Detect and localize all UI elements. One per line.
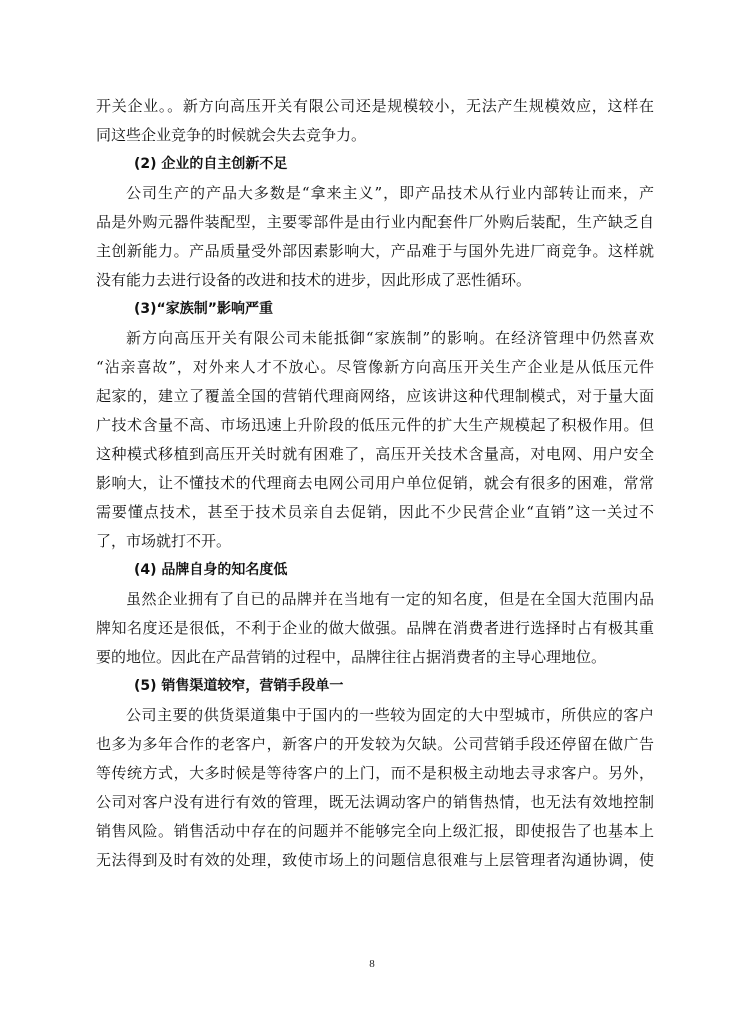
text-line: 要的地位。因此在产品营销的过程中，品牌往往占据消费者的主导心理地位。 — [96, 648, 607, 666]
text-line: 影响大，让不懂技术的代理商去电网公司用户单位促销，就会有很多的困难，常常 — [96, 474, 654, 492]
page-number: 8 — [369, 958, 375, 970]
paragraph — [96, 324, 654, 556]
text-line: 广技术含量不高、市场迅速上升阶段的低压元件的扩大生产规模起了积极作用。但 — [96, 416, 654, 434]
text-line: 也多为多年合作的老客户，新客户的开发较为欠缺。公司营销手段还停留在做广告 — [96, 735, 654, 753]
text-line: 等传统方式，大多时候是等待客户的上门，而不是积极主动地去寻求客户。另外， — [96, 764, 654, 782]
text-line: 公司生产的产品大多数是“拿来主义”，即产品技术从行业内部转让而来，产 — [126, 184, 654, 202]
text-line: 这种模式移植到高压开关时就有困难了，高压开关技术含量高，对电网、用户安全 — [96, 445, 654, 463]
paragraph — [96, 585, 654, 672]
text-line: 需要懂点技术，甚至于技术员亲自去促销，因此不少民营企业“直销”这一关过不 — [96, 503, 654, 521]
text-line: 起家的，建立了覆盖全国的营销代理商网络，应该讲这种代理制模式，对于量大面 — [96, 387, 654, 405]
text-line: 无法得到及时有效的处理，致使市场上的问题信息很难与上层管理者沟通协调，使 — [96, 851, 654, 869]
text-line: 牌知名度还是很低，不利于企业的做大做强。品牌在消费者进行选择时占有极其重 — [96, 619, 654, 637]
text-line: 公司对客户没有进行有效的管理，既无法调动客户的销售热情，也无法有效地控制 — [96, 793, 654, 811]
section-heading: (5) 销售渠道较窄，营销手段单一 — [134, 678, 344, 694]
paragraph — [96, 92, 654, 150]
text-line: 公司主要的供货渠道集中于国内的一些较为固定的大中型城市，所供应的客户 — [126, 706, 654, 724]
text-line: 新方向高压开关有限公司未能抵御“家族制”的影响。在经济管理中仍然喜欢 — [126, 329, 654, 347]
text-line: 虽然企业拥有了自已的品牌并在当地有一定的知名度，但是在全国大范围内品 — [126, 590, 654, 608]
text-line: 品是外购元器件装配型，主要零部件是由行业内配套件厂外购后装配，生产缺乏自 — [96, 213, 654, 231]
text-line: 主创新能力。产品质量受外部因素影响大，产品难于与国外先进厂商竞争。这样就 — [96, 242, 654, 260]
text-line: “沾亲喜故”，对外来人才不放心。尽管像新方向高压开关生产企业是从低压元件 — [96, 358, 654, 376]
text-line: 没有能力去进行设备的改进和技术的进步，因此形成了恶性循环。 — [96, 271, 532, 289]
section-heading: (2) 企业的自主创新不足 — [134, 156, 288, 172]
section-heading: (4) 品牌自身的知名度低 — [134, 562, 288, 578]
paragraph — [96, 179, 654, 295]
text-line: 同这些企业竞争的时候就会失去竞争力。 — [96, 126, 367, 144]
section-heading: (3)“家族制”影响严重 — [134, 301, 273, 317]
text-line: 开关企业。。新方向高压开关有限公司还是规模较小，无法产生规模效应，这样在 — [96, 97, 654, 115]
text-line: 销售风险。销售活动中存在的问题并不能够完全向上级汇报，即使报告了也基本上 — [96, 822, 654, 840]
paragraph — [96, 701, 654, 875]
text-line: 了，市场就打不开。 — [96, 532, 232, 550]
document-body — [96, 92, 654, 875]
